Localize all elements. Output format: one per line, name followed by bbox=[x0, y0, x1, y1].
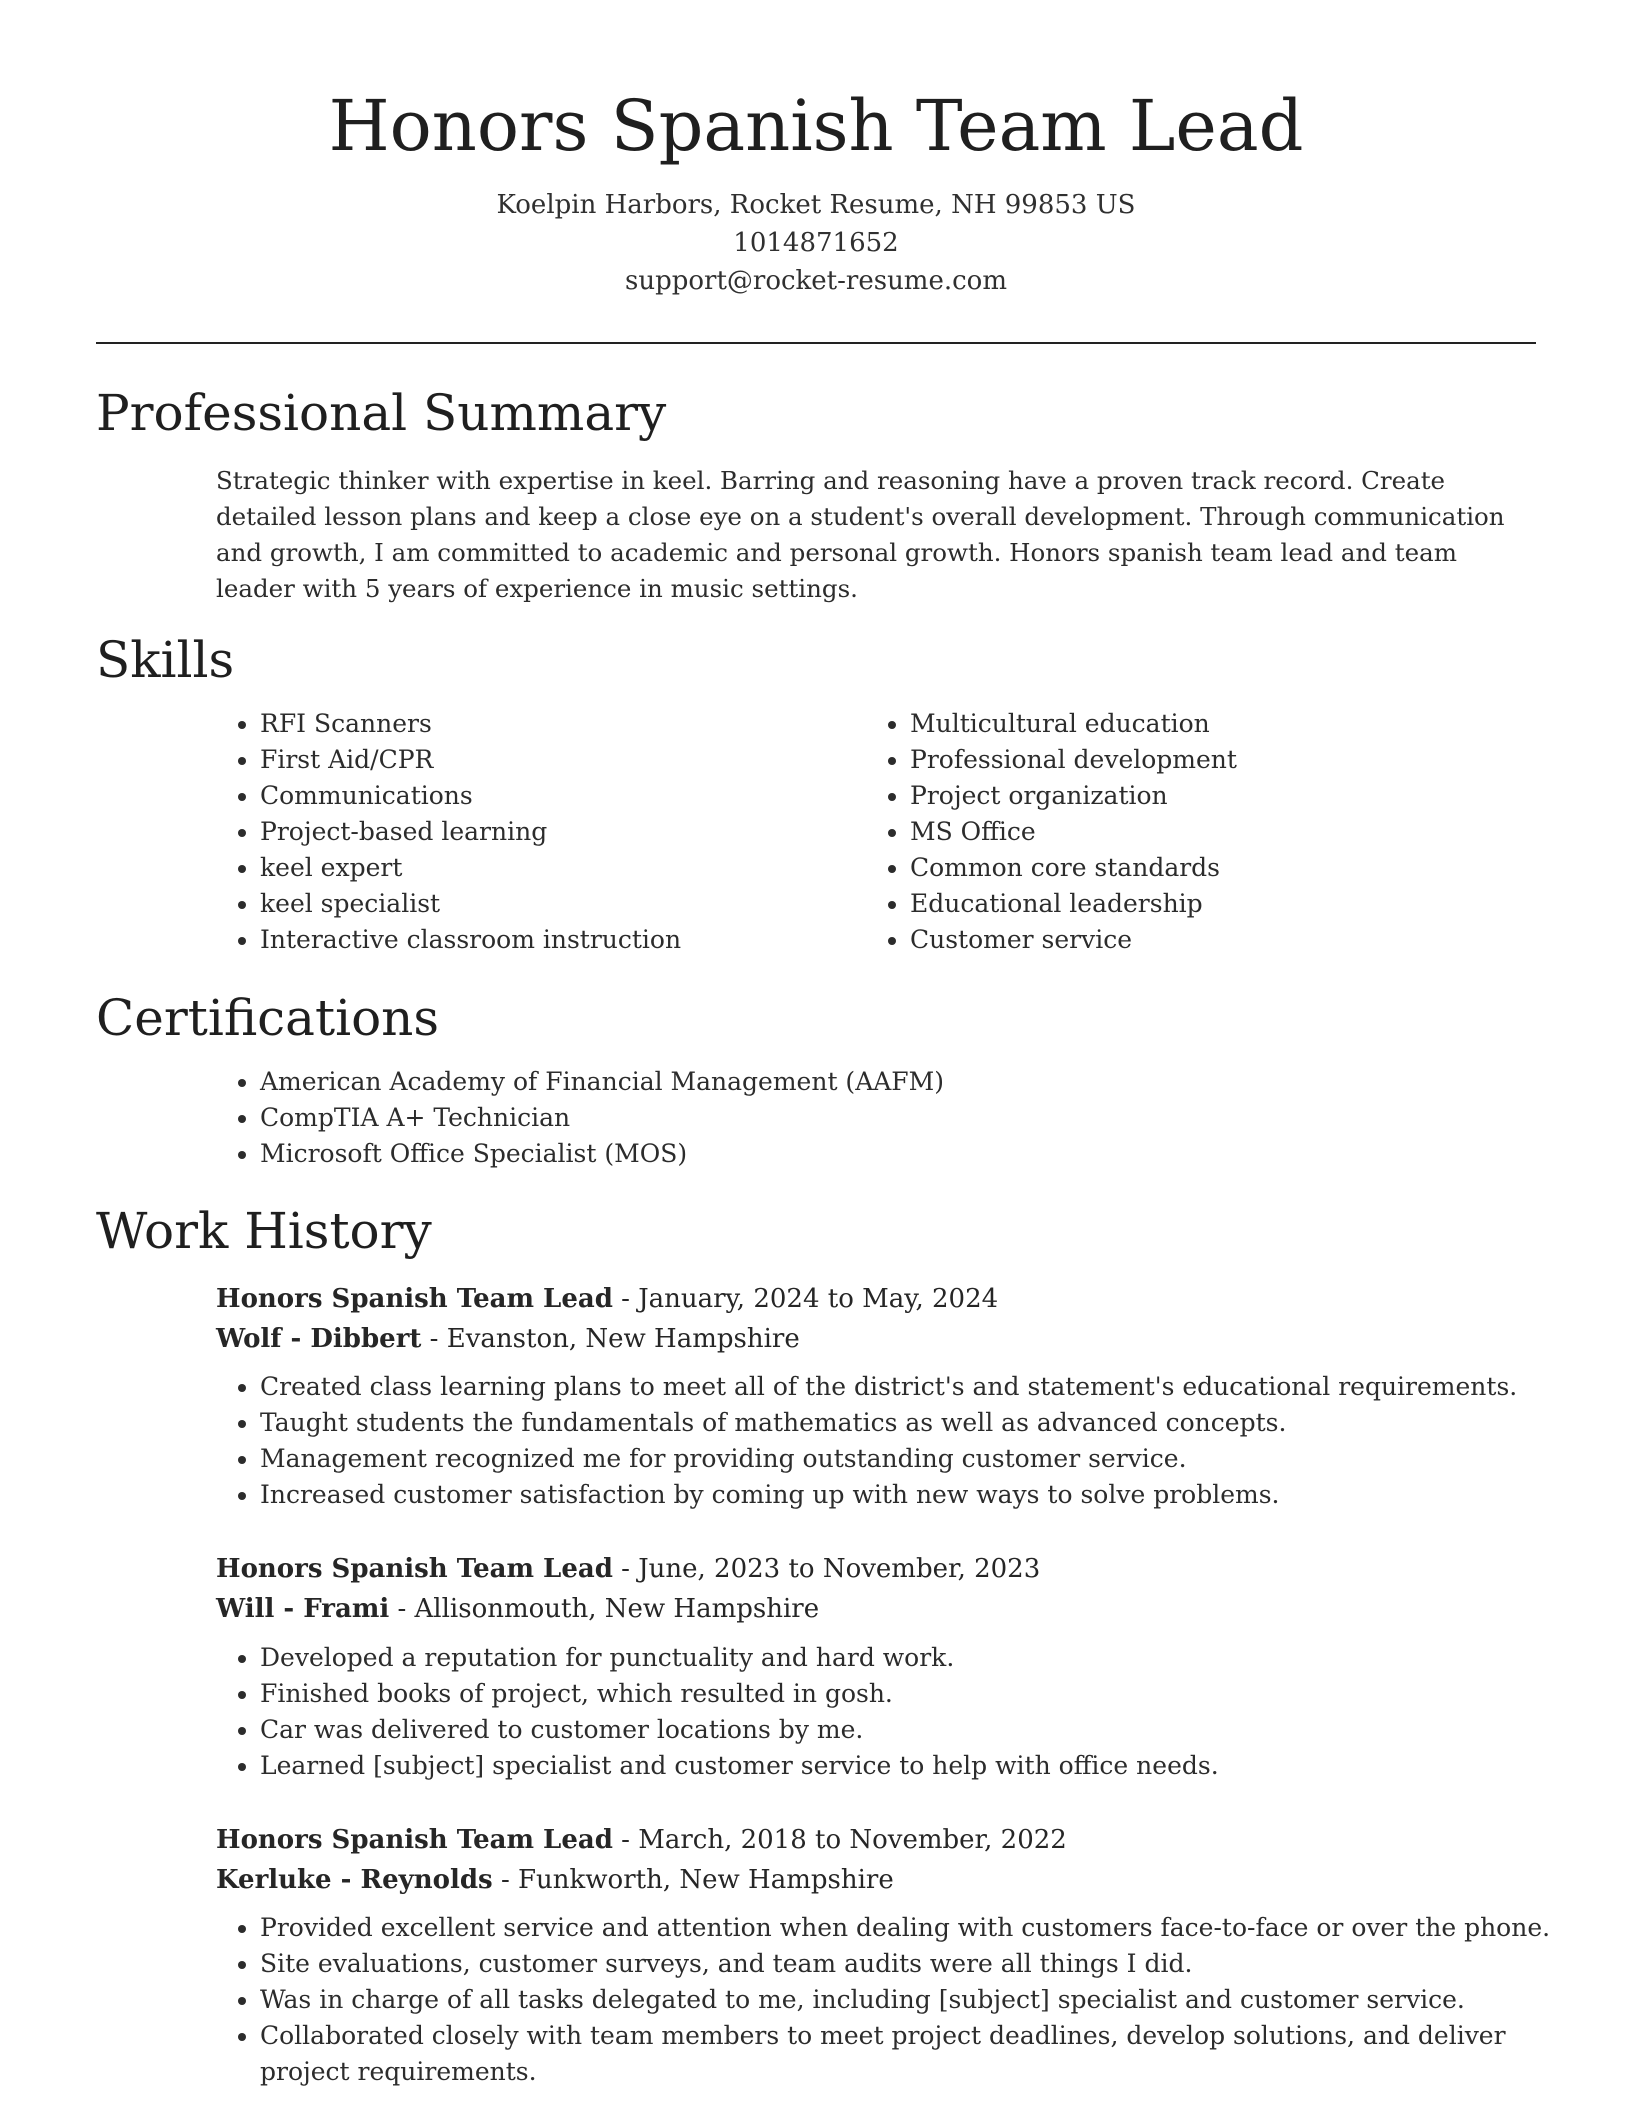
job-location: - Evanston, New Hampshire bbox=[421, 1324, 800, 1354]
skill-item: • Project-based learning bbox=[260, 814, 820, 850]
skill-item: • RFI Scanners bbox=[260, 706, 820, 742]
certifications-heading: Certifications bbox=[96, 989, 440, 1047]
skill-item: • Communications bbox=[260, 778, 820, 814]
job-title-line bbox=[216, 1549, 1040, 1589]
job-dates: - March, 2018 to November, 2022 bbox=[612, 1825, 1067, 1855]
job-bullets bbox=[216, 1640, 1580, 1784]
skill-item: • Educational leadership bbox=[910, 886, 1510, 922]
skill-item: • First Aid/CPR bbox=[260, 742, 820, 778]
job-bullet: • Created class learning plans to meet all of the district's and statement's educational requirements. bbox=[260, 1369, 1580, 1405]
job-bullet: • Site evaluations, customer surveys, and team audits were all things I did. bbox=[260, 1946, 1580, 1982]
job-bullet: • Learned [subject] specialist and customer service to help with office needs. bbox=[260, 1748, 1580, 1784]
job-bullets bbox=[216, 1369, 1580, 1513]
contact-address: Koelpin Harbors, Rocket Resume, NH 99853 US bbox=[496, 190, 1136, 220]
job-bullets bbox=[216, 1910, 1580, 2090]
job-company: Will - Frami bbox=[216, 1594, 390, 1624]
skill-item: • Customer service bbox=[910, 922, 1510, 958]
job-company: Kerluke - Reynolds bbox=[216, 1865, 493, 1895]
job-bullet: • Taught students the fundamentals of mathematics as well as advanced concepts. bbox=[260, 1405, 1580, 1441]
skill-item: • Multicultural education bbox=[910, 706, 1510, 742]
job-bullet: • Finished books of project, which resulted in gosh. bbox=[260, 1676, 1580, 1712]
certification-item: • Microsoft Office Specialist (MOS) bbox=[260, 1136, 1560, 1172]
job-role: Honors Spanish Team Lead bbox=[216, 1825, 613, 1855]
certification-item: • CompTIA A+ Technician bbox=[260, 1100, 1560, 1136]
job-bullet: • Was in charge of all tasks delegated to me, including [subject] specialist and customer service. bbox=[260, 1982, 1580, 2018]
skills-heading: Skills bbox=[96, 631, 235, 689]
job-bullet: • Developed a reputation for punctuality and hard work. bbox=[260, 1640, 1580, 1676]
skill-item: • Project organization bbox=[910, 778, 1510, 814]
job-company-line bbox=[216, 1319, 800, 1359]
job-role: Honors Spanish Team Lead bbox=[216, 1284, 613, 1314]
job-company-line bbox=[216, 1860, 894, 1900]
job-dates: - January, 2024 to May, 2024 bbox=[612, 1284, 999, 1314]
skill-item: • Common core standards bbox=[910, 850, 1510, 886]
job-location: - Allisonmouth, New Hampshire bbox=[389, 1594, 820, 1624]
skill-item: • keel specialist bbox=[260, 886, 820, 922]
job-title-line bbox=[216, 1820, 1067, 1860]
summary-text: Strategic thinker with expertise in keel. Barring and reasoning have a proven track record. Create detailed lesson plans and keep a close eye on a student's overall development. Through communication and growth, I am committed to academic and personal growth. Honors spanish team lead and team leader with 5 years of experience in music settings. bbox=[216, 466, 1505, 603]
skills-list-right bbox=[866, 706, 1510, 958]
skill-item: • keel expert bbox=[260, 850, 820, 886]
job-bullet: • Collaborated closely with team members to meet project deadlines, develop solutions, and deliver project requirements. bbox=[260, 2018, 1580, 2090]
work-history-heading: Work History bbox=[96, 1202, 432, 1260]
job-company-line bbox=[216, 1589, 819, 1629]
resume-header bbox=[96, 78, 1536, 300]
certification-item: • American Academy of Financial Management (AAFM) bbox=[260, 1064, 1560, 1100]
job-bullet: • Car was delivered to customer locations by me. bbox=[260, 1712, 1580, 1748]
header-divider bbox=[96, 342, 1536, 344]
skill-item: • Professional development bbox=[910, 742, 1510, 778]
job-title-line bbox=[216, 1279, 998, 1319]
job-bullet: • Increased customer satisfaction by coming up with new ways to solve problems. bbox=[260, 1477, 1580, 1513]
job-role: Honors Spanish Team Lead bbox=[216, 1554, 613, 1584]
skill-item: • Interactive classroom instruction bbox=[260, 922, 820, 958]
job-bullet: • Management recognized me for providing outstanding customer service. bbox=[260, 1441, 1580, 1477]
certifications-list bbox=[216, 1064, 1560, 1172]
job-dates: - June, 2023 to November, 2023 bbox=[612, 1554, 1041, 1584]
job-location: - Funkworth, New Hampshire bbox=[492, 1865, 894, 1895]
skill-item: • MS Office bbox=[910, 814, 1510, 850]
job-bullet: • Provided excellent service and attention when dealing with customers face-to-face or over the phone. bbox=[260, 1910, 1580, 1946]
contact-phone: 1014871652 bbox=[733, 228, 899, 258]
candidate-name: Honors Spanish Team Lead bbox=[328, 85, 1304, 167]
job-company: Wolf - Dibbert bbox=[216, 1324, 422, 1354]
skills-list-left bbox=[216, 706, 820, 958]
contact-email: support@rocket-resume.com bbox=[624, 266, 1007, 296]
summary-heading: Professional Summary bbox=[96, 384, 667, 442]
